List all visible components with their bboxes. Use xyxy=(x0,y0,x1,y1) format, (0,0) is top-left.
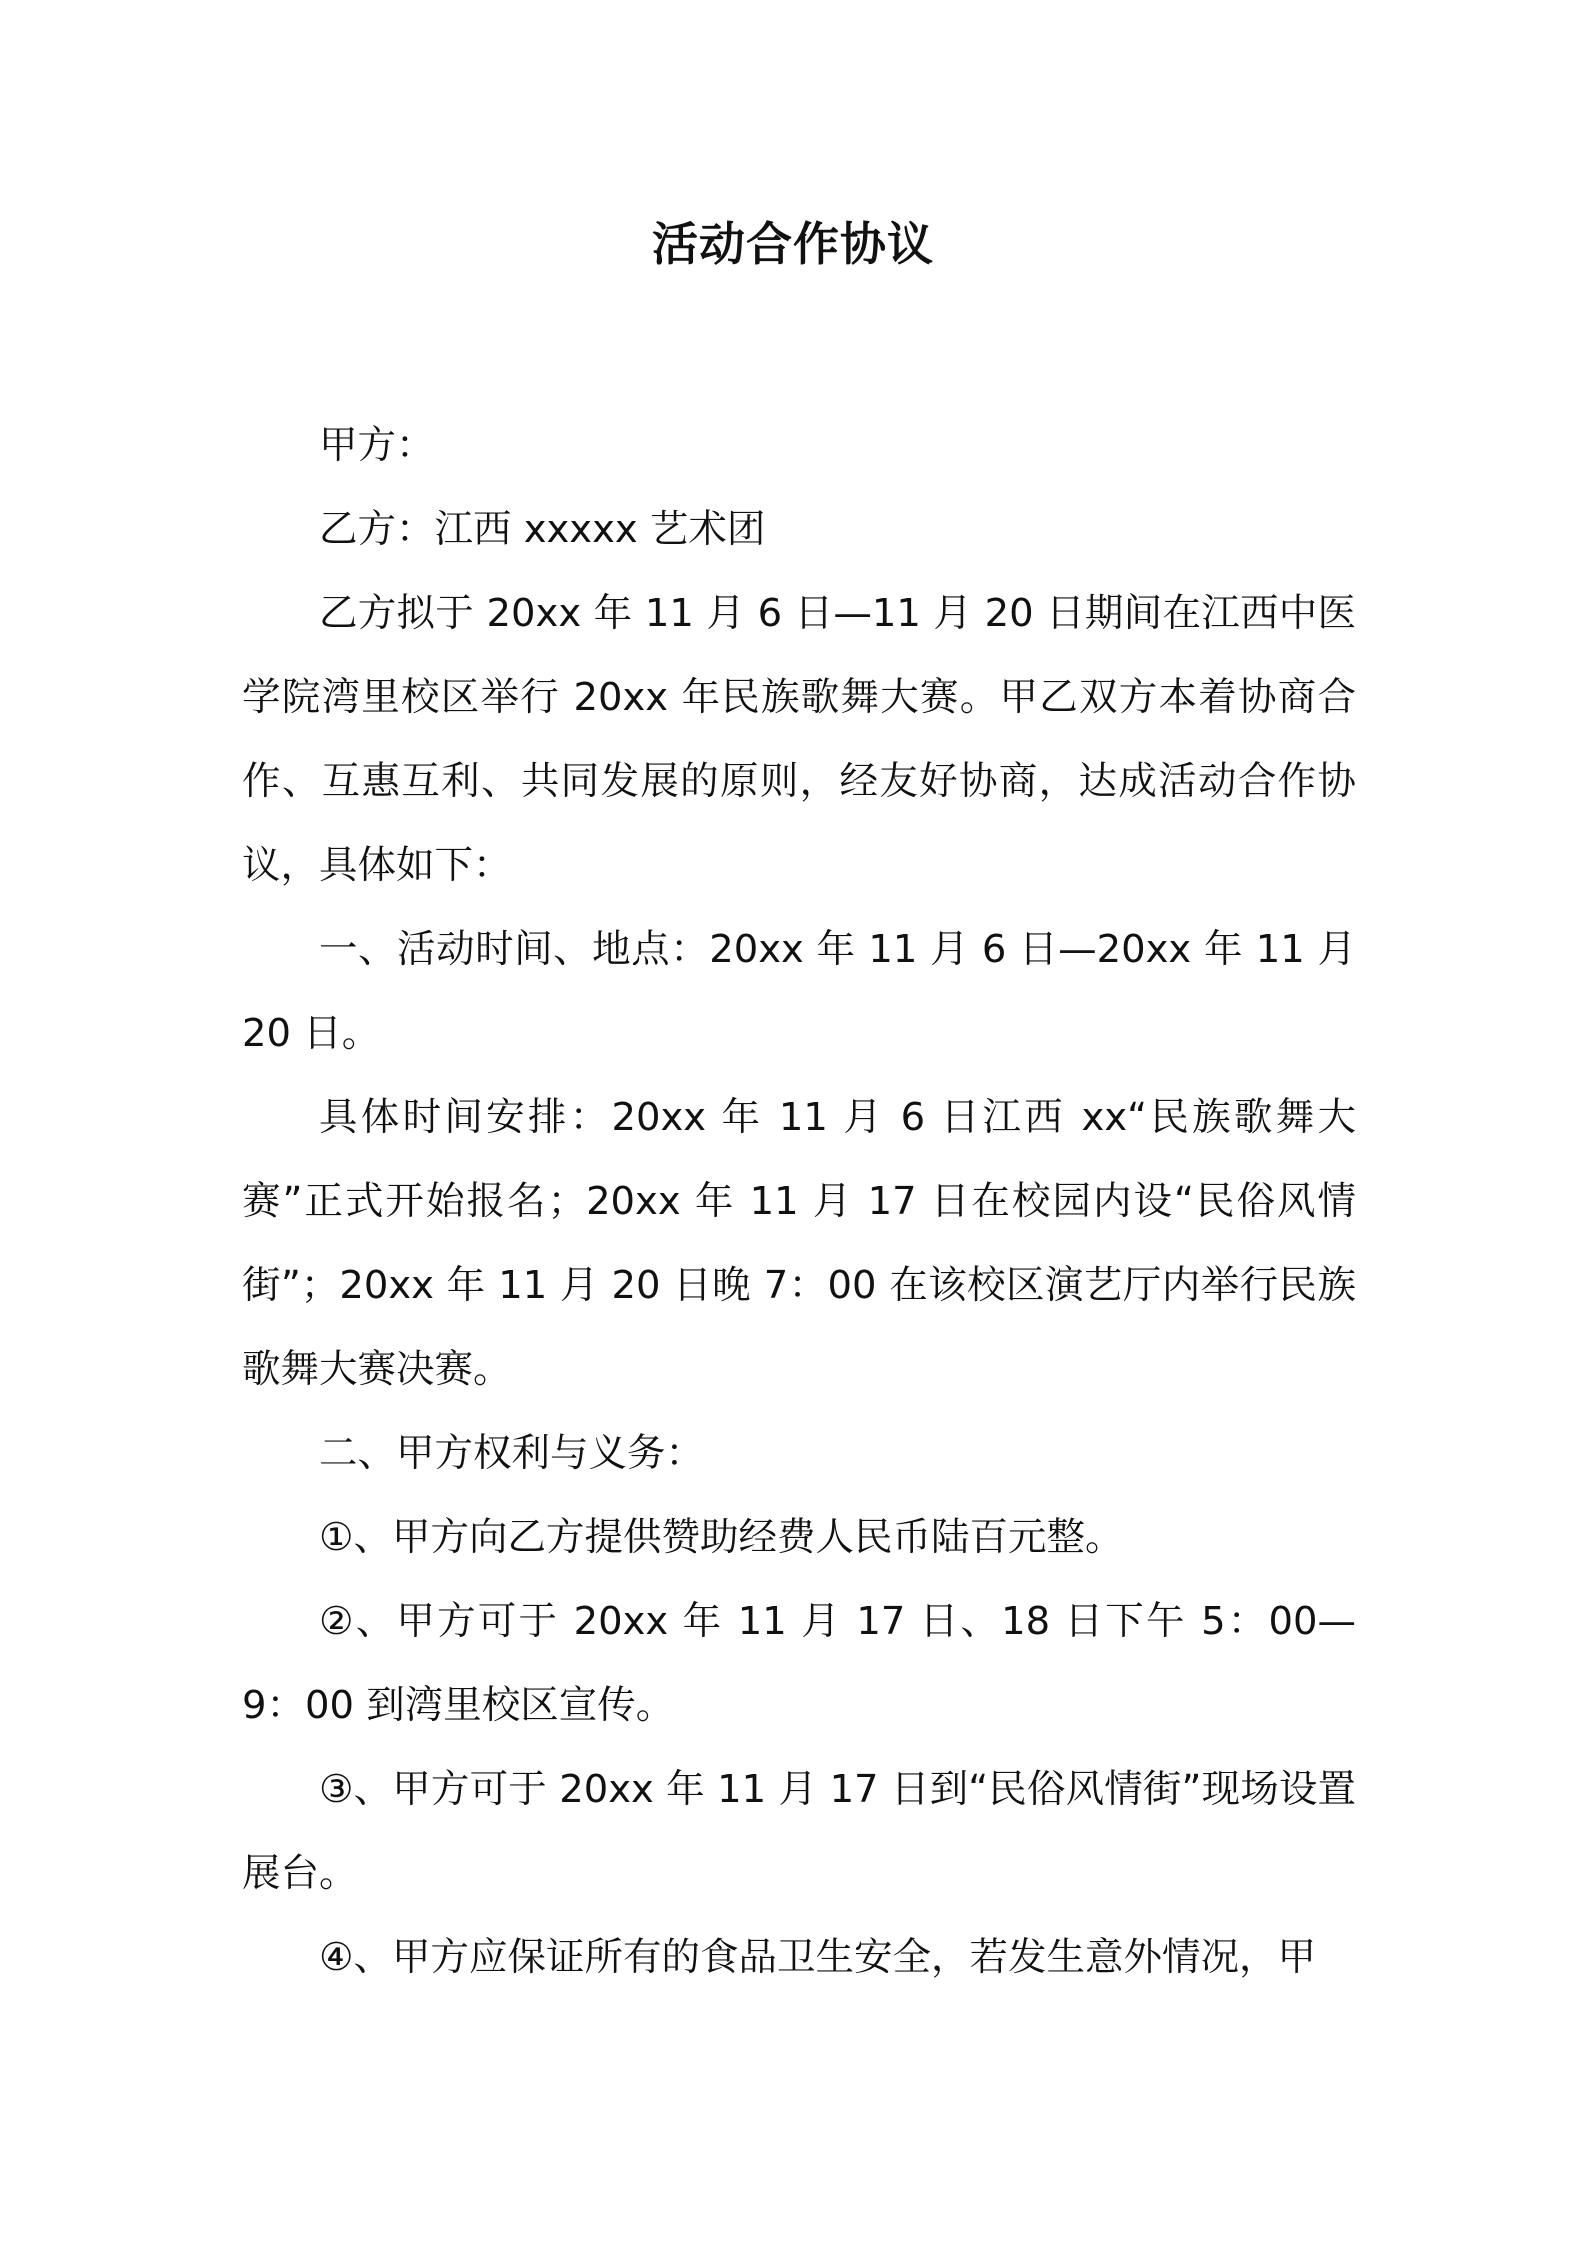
section-time-location: 一、活动时间、地点：20xx 年 11 月 6 日—20xx 年 11 月 20 日。 xyxy=(242,927,1356,1056)
clause-3: ③、甲方可于 20xx 年 11 月 17 日到“民俗风情街”现场设置展台。 xyxy=(242,1767,1356,1896)
schedule-paragraph: 具体时间安排：20xx 年 11 月 6 日江西 xx“民族歌舞大赛”正式开始报名；20xx 年 11 月 17 日在校园内设“民俗风情街”；20xx 年 11 月 20 日晚 7：00 在该校区演艺厅内举行民族歌舞大赛决赛。 xyxy=(242,1095,1356,1392)
section-party-a-rights: 二、甲方权利与义务： xyxy=(319,1431,705,1476)
clause-1: ①、甲方向乙方提供赞助经费人民币陆百元整。 xyxy=(319,1515,1124,1560)
intro-paragraph: 乙方拟于 20xx 年 11 月 6 日—11 月 20 日期间在江西中医学院湾里校区举行 20xx 年民族歌舞大赛。甲乙双方本着协商合作、互惠互利、共同发展的原则，经友好协商，达成活动合作协议，具体如下： xyxy=(242,591,1356,888)
clause-2: ②、甲方可于 20xx 年 11 月 17 日、18 日下午 5：00—9：00 到湾里校区宣传。 xyxy=(242,1599,1356,1728)
document-title: 活动合作协议 xyxy=(652,217,934,271)
party-a-line: 甲方： xyxy=(319,423,435,468)
document-body xyxy=(242,404,1356,2000)
party-b-line: 乙方：江西 xxxxx 艺术团 xyxy=(319,507,766,552)
clause-4: ④、甲方应保证所有的食品卫生安全，若发生意外情况，甲 xyxy=(319,1935,1317,1980)
